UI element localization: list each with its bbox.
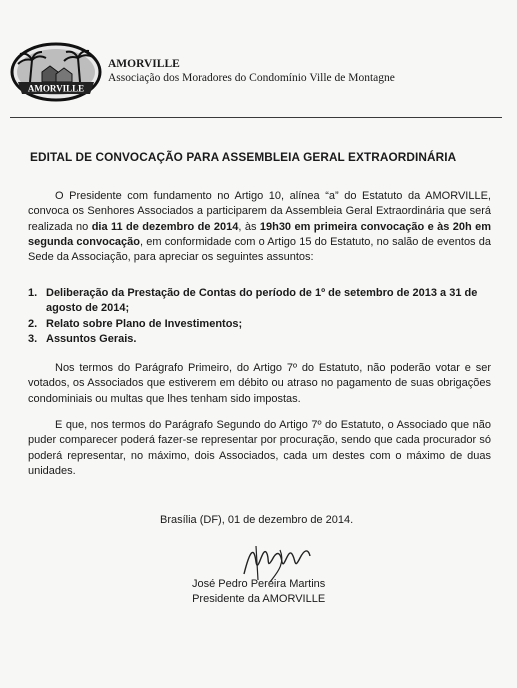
agenda-item-number: 2.	[28, 317, 38, 330]
logo-lettering: AMORVILLE	[27, 83, 85, 94]
org-full-name: Associação dos Moradores do Condomínio Ville de Montagne	[108, 72, 395, 84]
agenda-item	[28, 286, 491, 317]
meeting-date: dia 11 de dezembro de 2014	[91, 220, 239, 233]
intro-text-3: , em conformidade com o Artigo 15 do Estatuto, no salão de eventos da Sede da Associação, para apreciar os seguintes assuntos:	[28, 235, 491, 264]
place-and-date: Brasília (DF), 01 de dezembro de 2014.	[160, 514, 354, 526]
agenda-item-text: Assuntos Gerais.	[46, 332, 137, 345]
meeting-times: 19h30 em primeira convocação e às 20h em segunda convocação	[28, 220, 491, 248]
agenda-item	[28, 317, 491, 332]
agenda-item-number: 3.	[28, 332, 38, 345]
header-divider	[10, 117, 502, 118]
amorville-logo	[8, 42, 104, 106]
voting-rights-paragraph: Nos termos do Parágrafo Primeiro, do Artigo 7º do Estatuto, não poderão votar e ser votados, os Associados que estiverem em débito ou atraso no pagamento de suas obrigações condominiais ou multas que lhes tenham sido impostas.	[28, 362, 491, 405]
signer-name: José Pedro Pereira Martins	[192, 578, 326, 590]
signature-block	[192, 577, 325, 607]
signer-role: Presidente da AMORVILLE	[192, 593, 326, 605]
intro-paragraph	[28, 189, 491, 265]
agenda-item-text: Deliberação da Prestação de Contas do período de 1º de setembro de 2013 a 31 de agosto de 2014;	[46, 287, 478, 315]
agenda-item-number: 1.	[28, 287, 38, 299]
agenda-item	[28, 332, 491, 347]
document-title: EDITAL DE CONVOCAÇÃO PARA ASSEMBLEIA GERAL EXTRAORDINÁRIA	[30, 150, 457, 164]
intro-text-1: O Presidente com fundamento no Artigo 10, alínea “a” do Estatuto da AMORVILLE, convoca os Senhores Associados a participarem da Assembleia Geral Extraordinária que será realizada no	[28, 190, 491, 233]
org-name: AMORVILLE	[108, 58, 180, 70]
agenda-item-text: Relato sobre Plano de Investimentos;	[46, 317, 243, 330]
agenda-list	[28, 286, 491, 347]
proxy-paragraph: E que, nos termos do Parágrafo Segundo do Artigo 7º do Estatuto, o Associado que não puder comparecer poderá fazer-se representar por procuração, sendo que cada procurador só poderá representar, no máximo, dois Associados, cada um destes com o máximo de duas unidades.	[28, 419, 491, 477]
intro-text-2: , às	[238, 220, 260, 233]
